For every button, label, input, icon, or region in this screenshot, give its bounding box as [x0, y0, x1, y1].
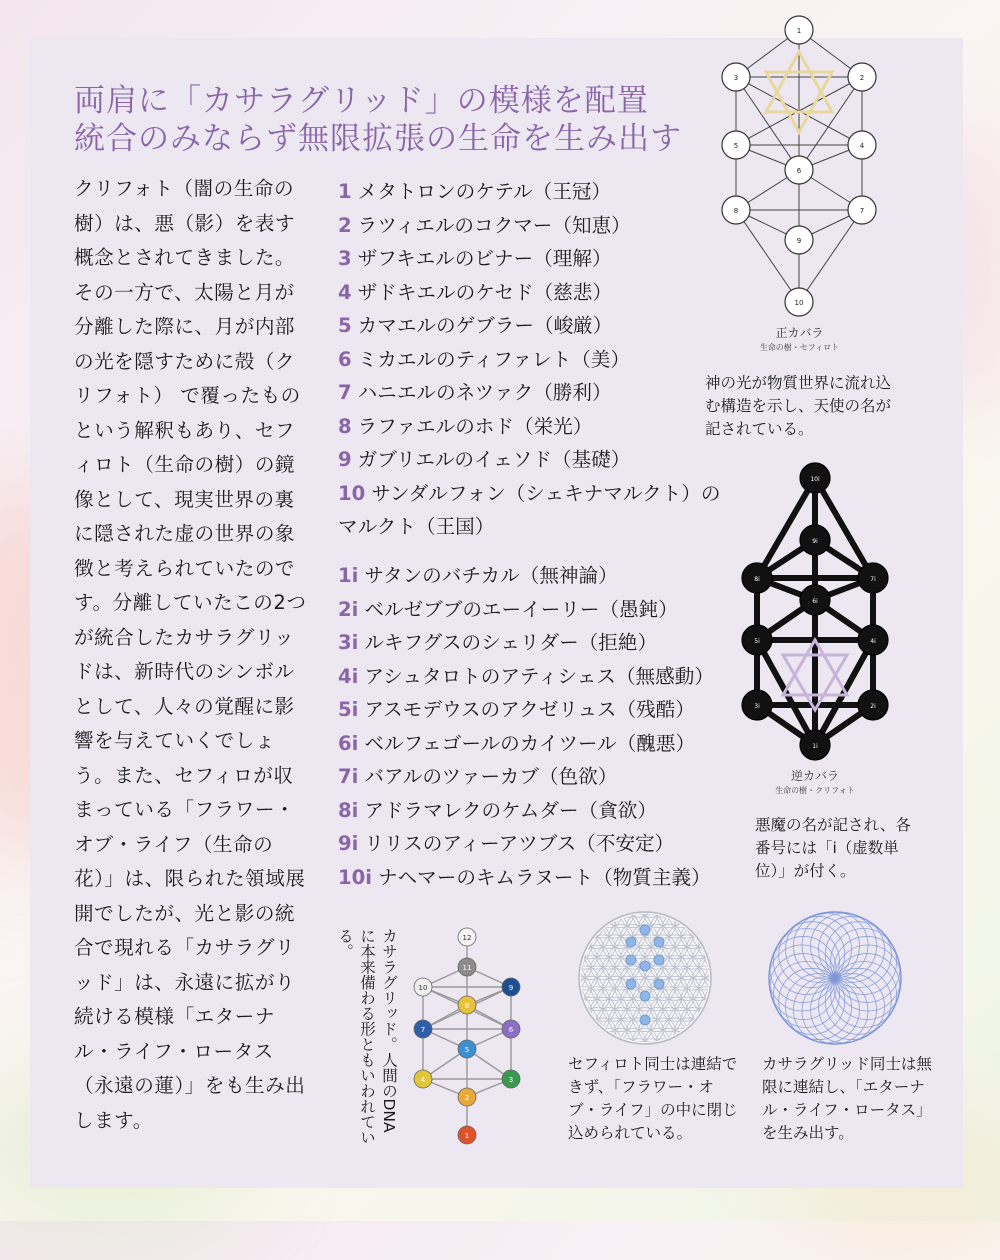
tree-node-number: 9 — [796, 237, 802, 245]
list-item-number: 4 — [338, 280, 352, 304]
list-item-text: ザドキエルのケセド（慈悲） — [357, 280, 612, 304]
list-item-number: 9 — [338, 448, 352, 471]
list-item-text: リリスのアィーアツブス（不安定） — [364, 832, 675, 855]
sephiroth-tree-title: 正カバラ — [775, 326, 824, 340]
body-paragraph: クリフォト（闇の生命の樹）は、悪（影）を表す概念とされてきました。その一方で、太陽と月が分離した際に、月が内部の光を隠すために殻（クリフォト） で覆ったものという解釈もあり、セフィロト（生命の樹）の鏡像として、現実世界の裏に隠された虚の世界の象徴と考えられていたのです。分離していたこの2つが統合したカサラグリッドは、新時代のシンボルとして、人々の覚醒に影響を与えていくでしょう。また、セフィロが収まっている「フラワー・オブ・ライフ（生命の花）」は、限られた領域展開でしたが、光と影の統合で現れる「カサラグリッド」は、永遠に拡がり続ける模様「エターナル・ライフ・ロータス（永遠の蓮）」をも生み出します。 — [74, 177, 307, 1132]
tree-node-number: 6 — [796, 167, 802, 175]
list-item — [338, 242, 728, 276]
list-item-text: メタトロンのケテル（王冠） — [357, 180, 611, 203]
tree-node-number: 1i — [812, 743, 818, 750]
flower-sephira-node — [654, 979, 664, 989]
list-item-text: ナヘマーのキムラヌート（物質主義） — [377, 865, 711, 889]
eternal-lotus-caption: カサラグリッド同士は無限に連結し、「エターナル・ライフ・ロータス」を生み出す。 — [762, 1055, 932, 1142]
list-item — [338, 827, 714, 861]
list-item-text: サンダルフォン（シェキナマルクト）のマルクト（王国） — [338, 481, 721, 538]
list-item-text: ミカエルのティファレト（美） — [357, 347, 630, 371]
flower-of-life-caption: セフィロト同士は連結できず、「フラワー・オブ・ライフ」の中に閉じ込められている。 — [568, 1055, 738, 1142]
list-item-number: 7i — [338, 765, 359, 788]
list-item-text: ベルフェゴールのカイツール（醜悪） — [364, 731, 696, 755]
list-item — [338, 175, 728, 209]
tree-node-number: 6i — [812, 598, 818, 605]
list-item-text: アスモデウスのアクゼリュス（残酷） — [364, 698, 695, 721]
list-item-text: ラツィエルのコクマー（知恵） — [357, 213, 631, 237]
flower-of-life-figure — [575, 908, 715, 1048]
sephiroth-tree-subtitle: 生命の樹・セフィロト — [759, 343, 840, 352]
sephiroth-tree-diagram — [712, 12, 887, 322]
grid-node-number: 2 — [464, 1094, 470, 1102]
tree-node-number: 2i — [870, 703, 876, 710]
tree-path — [736, 210, 802, 302]
list-item — [338, 626, 714, 660]
flower-sephira-node — [640, 925, 650, 935]
tree-node-number: 10i — [810, 476, 820, 483]
grid-node-number: 12 — [462, 934, 472, 942]
list-item-text: カマエルのゲブラー（峻厳） — [357, 314, 613, 337]
grid-node-number: 11 — [462, 964, 472, 972]
grid-node-number: 4 — [420, 1076, 426, 1084]
flower-sephira-node — [640, 991, 650, 1001]
headline — [74, 82, 682, 158]
list-item-number: 6i — [338, 731, 359, 755]
qliphoth-tree-figure — [735, 460, 895, 795]
list-item-number: 2 — [338, 213, 352, 237]
list-item-text: ハニエルのネツァク（勝利） — [357, 381, 612, 404]
list-item-number: 4i — [338, 664, 359, 688]
list-item — [338, 760, 714, 794]
sephiroth-tree-figure — [712, 12, 887, 352]
tree-node-number: 3i — [754, 703, 760, 710]
list-item — [338, 276, 728, 310]
list-item-number: 10i — [338, 865, 372, 889]
list-item-number: 1 — [338, 180, 352, 203]
qliphoth-tree-title: 逆カバラ — [790, 769, 839, 783]
list-item-text: アシュタロトのアティシェス（無感動） — [364, 664, 714, 688]
sephiroth-list — [338, 175, 728, 544]
grid-node-number: 8 — [464, 1002, 470, 1010]
eternal-lotus-figure — [765, 908, 905, 1048]
grid-node-number: 1 — [464, 1132, 470, 1140]
qliphoth-list — [338, 559, 714, 894]
tree-node-number: 8 — [733, 207, 739, 215]
list-item — [338, 410, 728, 444]
tree-node-number: 7 — [859, 207, 865, 215]
list-item — [338, 559, 714, 593]
list-item-number: 5 — [338, 314, 352, 337]
tree-path — [796, 210, 862, 302]
flower-sephira-node — [626, 937, 636, 947]
eternal-lotus-diagram — [765, 908, 905, 1048]
sephiroth-tree-caption: 神の光が物質世界に流れ込む構造を示し、天使の名が記されている。 — [705, 374, 892, 438]
flower-sephira-node — [640, 1015, 650, 1025]
qliphoth-tree-subtitle: 生命の樹・クリフォト — [775, 786, 855, 795]
list-item — [338, 727, 714, 761]
flower-of-life-diagram — [575, 908, 715, 1048]
list-item-number: 8i — [338, 798, 359, 822]
list-item-number: 2i — [338, 597, 359, 621]
list-item — [338, 693, 714, 727]
list-item-number: 3 — [338, 247, 352, 270]
flower-circle — [579, 1018, 603, 1042]
headline-line-2: 統合のみならず無限拡張の生命を生み出す — [74, 121, 682, 157]
list-item — [338, 794, 714, 828]
list-item — [338, 343, 728, 377]
list-item-text: サタンのバチカル（無神論） — [364, 564, 618, 587]
tree-node-number: 5i — [754, 638, 760, 645]
tree-node-number: 3 — [733, 74, 739, 82]
kathara-grid-figure — [405, 925, 530, 1150]
list-item — [338, 593, 714, 627]
list-item — [338, 309, 728, 343]
list-item-text: ルキフグスのシェリダー（拒絶） — [364, 631, 658, 654]
grid-node-number: 3 — [508, 1076, 514, 1084]
flower-circle — [579, 914, 603, 938]
headline-line-1: 両肩に「カサラグリッド」の模様を配置 — [74, 83, 649, 119]
tree-node-number: 1 — [796, 27, 802, 35]
tree-node-number: 5 — [733, 142, 739, 150]
grid-node-number: 10 — [418, 984, 428, 992]
flower-circle — [687, 914, 711, 938]
grid-node-number: 7 — [420, 1026, 426, 1034]
list-item — [338, 376, 728, 410]
qliphoth-tree-diagram — [735, 460, 895, 765]
tree-node-number: 2 — [859, 74, 865, 82]
list-item-text: バアルのツァーカブ（色欲） — [364, 765, 618, 788]
list-item-number: 5i — [338, 698, 359, 721]
tree-node-number: 9i — [812, 538, 818, 545]
list-item-number: 10 — [338, 481, 366, 505]
tree-node-number: 4 — [859, 142, 865, 150]
list-item-text: ベルゼブブのエーイーリー（愚鈍） — [364, 597, 678, 621]
list-item — [338, 861, 714, 895]
tree-node-number: 8i — [754, 576, 760, 583]
kathara-grid-diagram — [405, 925, 530, 1150]
list-item-text: アドラマレクのケムダー（貪欲） — [364, 798, 657, 822]
grid-node-number: 6 — [508, 1026, 514, 1034]
flower-sephira-node — [654, 955, 664, 965]
list-item-number: 8 — [338, 414, 352, 438]
flower-sephira-node — [626, 979, 636, 989]
list-item — [338, 660, 714, 694]
tree-node-number: 7i — [870, 576, 876, 583]
flower-sephira-node — [626, 955, 636, 965]
grid-node-number: 9 — [508, 984, 514, 992]
list-item — [338, 443, 728, 477]
flower-sephira-node — [654, 937, 664, 947]
list-item-text: ガブリエルのイェソド（基礎） — [357, 448, 631, 471]
grid-node-number: 5 — [464, 1046, 470, 1054]
list-item-number: 1i — [338, 564, 359, 587]
list-item — [338, 477, 728, 544]
tree-node-number: 10 — [794, 299, 804, 307]
list-item-number: 6 — [338, 347, 352, 371]
flower-circle — [687, 1018, 711, 1042]
tree-node-number: 4i — [870, 638, 876, 645]
kathara-grid-caption: カサラグリッド。人間のDNAに本来備わる形ともいわれている。 — [336, 928, 398, 1145]
flower-sephira-node — [640, 961, 650, 971]
qliphoth-tree-caption: 悪魔の名が記され、各番号には「i（虚数単位）」が付く。 — [755, 816, 911, 880]
list-item-text: ラファエルのホド（栄光） — [357, 414, 593, 438]
list-item — [338, 209, 728, 243]
list-item-text: ザフキエルのビナー（理解） — [357, 247, 612, 270]
list-item-number: 7 — [338, 381, 352, 404]
list-item-number: 9i — [338, 832, 359, 855]
list-item-number: 3i — [338, 631, 359, 654]
